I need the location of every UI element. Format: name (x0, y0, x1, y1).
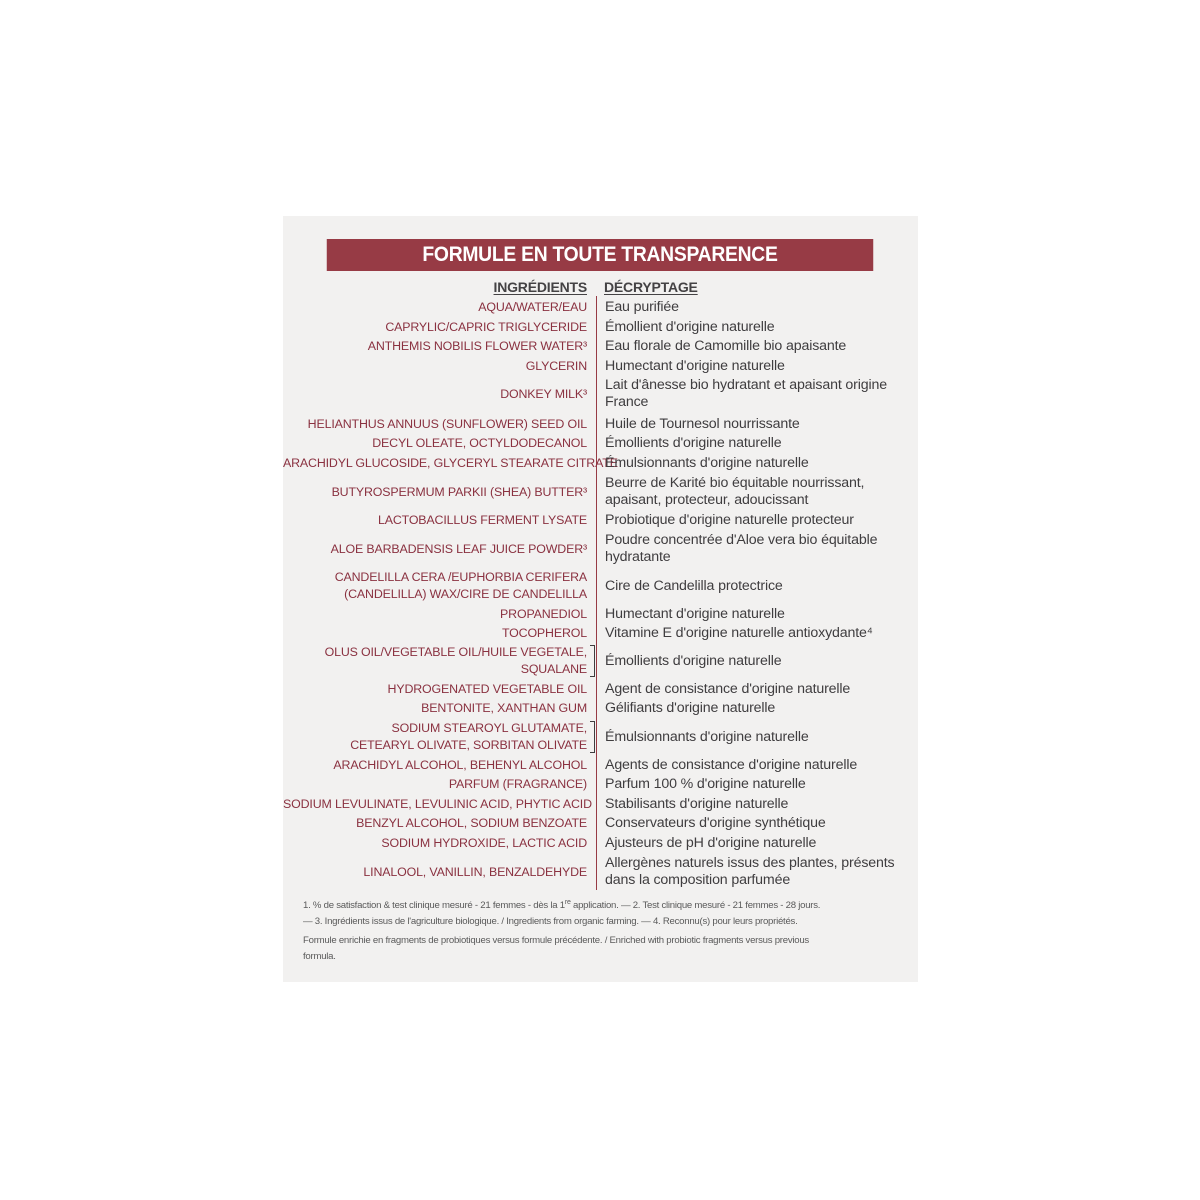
ingredient-line: PARFUM (FRAGRANCE) (448, 776, 587, 791)
table-row (283, 531, 918, 567)
ingredient-line: TOCOPHEROL (501, 625, 587, 640)
ingredient-description: Ajusteurs de pH d'origine naturelle (605, 834, 817, 851)
ingredient-description: Eau florale de Camomille bio apaisante (605, 337, 847, 354)
ingredient-description: Émollients d'origine naturelle (605, 652, 782, 669)
ingredient-name (283, 644, 587, 678)
ingredient-description: Stabilisants d'origine naturelle (605, 795, 789, 812)
ingredient-line: BUTYROSPERMUM PARKII (SHEA) BUTTER³ (331, 484, 587, 499)
table-row (283, 624, 918, 642)
ingredient-line: CETEARYL OLIVATE, SORBITAN OLIVATE (350, 738, 587, 752)
ingredient-name (283, 815, 587, 832)
ingredient-line: ARACHIDYL ALCOHOL, BEHENYL ALCOHOL (333, 757, 587, 772)
table-row (283, 854, 918, 890)
ingredient-name (283, 541, 587, 558)
ingredient-name (283, 299, 587, 316)
ingredient-line: AQUA/WATER/EAU (478, 299, 587, 314)
ingredient-description: Cire de Candelilla protectrice (605, 577, 783, 594)
ingredient-line: ALOE BARBADENSIS LEAF JUICE POWDER³ (330, 541, 587, 556)
footnote-line-2: — 3. Ingrédients issus de l'agriculture biologique. / Ingredients from organic farming. — 4. Reconnu(s) pour leurs propriétés. (303, 916, 798, 927)
ingredient-line: GLYCERIN (525, 358, 587, 373)
ingredient-name (283, 358, 587, 375)
ingredient-line: SQUALANE (520, 662, 587, 676)
ingredient-name (283, 512, 587, 529)
table-row (283, 814, 918, 832)
table-row (283, 834, 918, 852)
ingredient-description: Beurre de Karité bio équitable nourrissant, apaisant, protecteur, adoucissant (605, 475, 865, 508)
ingredient-line: (CANDELILLA) WAX/CIRE DE CANDELILLA (344, 587, 587, 601)
ingredient-line: HYDROGENATED VEGETABLE OIL (387, 681, 587, 696)
footnote-line-3: Formule enrichie en fragments de probiotiques versus formule précédente. / Enriched with probiotic fragments versus previous (303, 935, 809, 946)
ingredient-line: DECYL OLEATE, OCTYLDODECANOL (372, 435, 587, 450)
ingredient-description: Humectant d'origine naturelle (605, 357, 785, 374)
table-row (283, 699, 918, 717)
table-row (283, 298, 918, 316)
ingredient-name (283, 455, 618, 472)
ingredient-line: BENZYL ALCOHOL, SODIUM BENZOATE (356, 815, 587, 830)
table-row (283, 376, 918, 412)
table-row (283, 415, 918, 433)
table-row (283, 795, 918, 813)
ingredient-name (283, 319, 587, 336)
ingredient-description: Émulsionnants d'origine naturelle (605, 454, 809, 471)
ingredient-description: Parfum 100 % d'origine naturelle (605, 775, 806, 792)
table-row (283, 318, 918, 336)
ingredient-name (283, 625, 587, 642)
ingredient-name (283, 569, 587, 603)
ingredient-line: ANTHEMIS NOBILIS FLOWER WATER³ (367, 338, 587, 353)
ingredient-line: CANDELILLA CERA /EUPHORBIA CERIFERA (334, 570, 587, 584)
table-row (283, 756, 918, 774)
table-row (283, 568, 918, 604)
footnote-superscript: re (564, 898, 571, 906)
ingredient-line: OLUS OIL/VEGETABLE OIL/HUILE VEGETALE, (324, 645, 587, 659)
ingredient-name (283, 864, 587, 881)
ingredient-line: LACTOBACILLUS FERMENT LYSATE (377, 512, 587, 527)
grouping-bracket (590, 645, 595, 677)
ingredients-panel (283, 216, 918, 982)
table-row (283, 337, 918, 355)
ingredient-name (283, 681, 587, 698)
ingredient-description: Huile de Tournesol nourrissante (605, 415, 800, 432)
ingredient-line: SODIUM STEAROYL GLUTAMATE, (391, 721, 587, 735)
ingredient-description: Agent de consistance d'origine naturelle (605, 680, 851, 697)
ingredient-description: Poudre concentrée d'Aloe vera bio équitable hydratante (605, 532, 878, 565)
table-row (283, 511, 918, 529)
ingredient-name (283, 416, 587, 433)
ingredient-description: Lait d'ânesse bio hydratant et apaisant origine France (605, 377, 887, 410)
ingredient-description: Humectant d'origine naturelle (605, 605, 785, 622)
table-row (283, 474, 918, 510)
footnote-line-1 (303, 898, 903, 914)
title-banner: FORMULE EN TOUTE TRANSPARENCE (327, 239, 873, 271)
grouping-bracket (590, 721, 595, 753)
ingredient-name (283, 700, 587, 717)
ingredient-line: SODIUM LEVULINATE, LEVULINIC ACID, PHYTIC ACID (283, 796, 592, 811)
ingredient-line: DONKEY MILK³ (500, 386, 587, 401)
ingredient-name (283, 606, 587, 623)
ingredient-description: Vitamine E d'origine naturelle antioxydante⁴ (605, 624, 873, 641)
ingredient-name (283, 776, 587, 793)
ingredients-column-header: INGRÉDIENTS (493, 279, 587, 295)
ingredient-name (283, 338, 587, 355)
decryptage-column-header: DÉCRYPTAGE (604, 279, 698, 295)
table-row (283, 357, 918, 375)
ingredient-description: Probiotique d'origine naturelle protecteur (605, 511, 854, 528)
ingredient-line: BENTONITE, XANTHAN GUM (421, 700, 587, 715)
ingredient-name (283, 484, 587, 501)
footnote-line-4: formula. (303, 951, 336, 962)
table-row (283, 454, 918, 472)
ingredient-name (283, 835, 587, 852)
ingredient-description: Émollient d'origine naturelle (605, 318, 775, 335)
ingredient-description: Eau purifiée (605, 298, 679, 315)
ingredient-name (283, 386, 587, 403)
ingredient-description: Agents de consistance d'origine naturelle (605, 756, 858, 773)
ingredient-line: LINALOOL, VANILLIN, BENZALDEHYDE (363, 864, 587, 879)
ingredient-description: Gélifiants d'origine naturelle (605, 699, 776, 716)
ingredient-description: Émollients d'origine naturelle (605, 434, 782, 451)
table-row (283, 434, 918, 452)
table-row (283, 643, 918, 679)
table-row (283, 605, 918, 623)
table-row (283, 680, 918, 698)
ingredient-line: CAPRYLIC/CAPRIC TRIGLYCERIDE (385, 319, 587, 334)
ingredient-line: ARACHIDYL GLUCOSIDE, GLYCERYL STEARATE CITRATE (283, 455, 618, 470)
ingredient-line: SODIUM HYDROXIDE, LACTIC ACID (381, 835, 587, 850)
ingredient-description: Émulsionnants d'origine naturelle (605, 728, 809, 745)
ingredient-name (283, 435, 587, 452)
footnote-text: 1. % de satisfaction & test clinique mesuré - 21 femmes - dès la 1 (303, 900, 565, 911)
table-row (283, 719, 918, 755)
ingredient-description: Conservateurs d'origine synthétique (605, 814, 826, 831)
ingredient-line: PROPANEDIOL (500, 606, 587, 621)
table-row (283, 775, 918, 793)
ingredient-name (283, 796, 592, 813)
ingredient-name (283, 757, 587, 774)
ingredient-line: HELIANTHUS ANNUUS (SUNFLOWER) SEED OIL (307, 416, 587, 431)
ingredient-name (283, 720, 587, 754)
footnote-text: application. — 2. Test clinique mesuré - 21 femmes - 28 jours. (570, 900, 821, 911)
ingredient-description: Allergènes naturels issus des plantes, présents dans la composition parfumée (605, 855, 895, 888)
